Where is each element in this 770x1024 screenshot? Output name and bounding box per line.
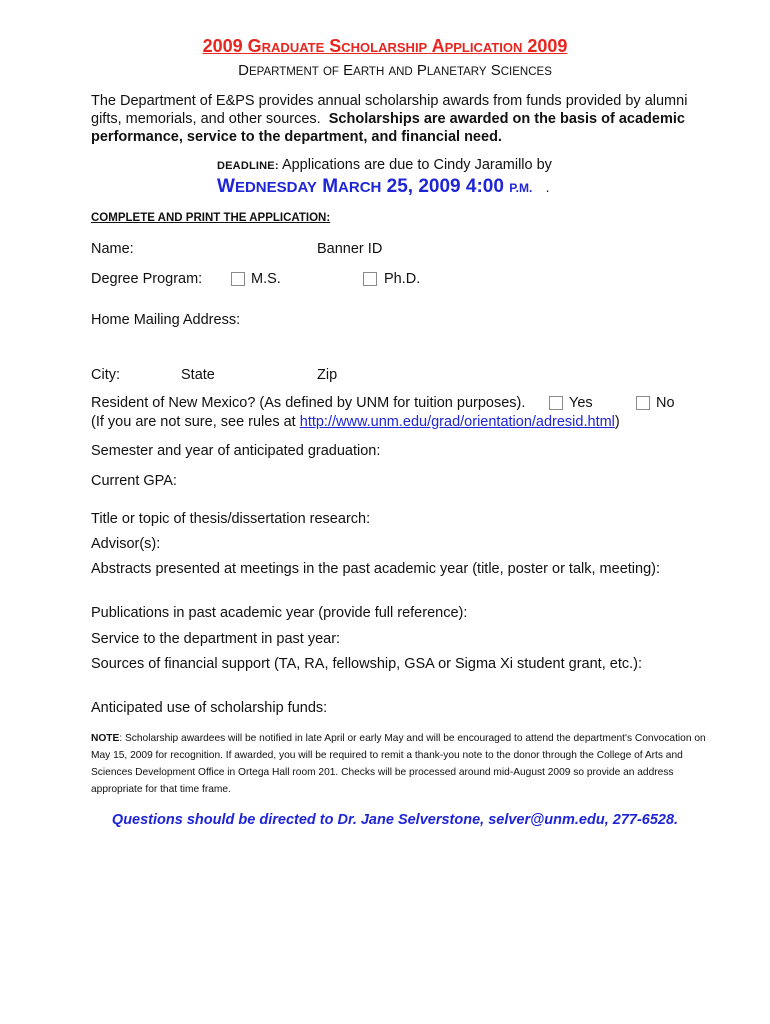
publications-label: Publications in past academic year (provide full reference): xyxy=(91,605,468,621)
resident-label: Resident of New Mexico? (As defined by UNM for tuition purposes). xyxy=(91,395,526,411)
banner-id-label: Banner ID xyxy=(317,241,383,257)
resident-yes-checkbox[interactable] xyxy=(549,396,563,410)
dept-word: PLANETARY xyxy=(416,62,487,79)
ms-label: M.S. xyxy=(251,271,281,287)
note-text: : Scholarship awardees will be notified in late April or early May and will be encouraged to attend the department's Convocation on May 15, 2009 for recognition. If awarded, you will be required to remit a thank-you note to the donor through the College of Arts and Sciences Development Office in Ortega Hall room 201. Checks will be processed around mid-August 2009 so provide an address appropriate for that time frame. xyxy=(91,733,706,795)
deadline-text: Applications are due to Cindy Jaramillo by xyxy=(281,157,552,173)
note-label: NOTE xyxy=(91,733,120,744)
deadline-label: DEADLINE: xyxy=(217,160,279,172)
gpa-label: Current GPA: xyxy=(91,473,177,489)
phd-checkbox[interactable] xyxy=(363,272,377,286)
title-year-right: 2009 xyxy=(527,36,568,56)
deadline-pm: P.M. xyxy=(509,181,533,195)
department-name xyxy=(0,62,770,79)
service-label: Service to the department in past year: xyxy=(91,631,341,647)
title-word: SCHOLARSHIP xyxy=(329,36,428,56)
dept-word: OF xyxy=(322,66,339,78)
intro-bold-text: Scholarships are awarded on the basis of academic performance, service to the department, and financial need. xyxy=(91,111,685,145)
deadline-weekday: WEDNESDAY xyxy=(217,176,317,197)
title-word: GRADUATE xyxy=(247,36,325,56)
resident-no-checkbox[interactable] xyxy=(636,396,650,410)
residency-rules-link[interactable]: http://www.unm.edu/grad/orientation/adresid.html xyxy=(299,414,615,430)
dept-word: SCIENCES xyxy=(490,62,552,79)
resident-yes-label: Yes xyxy=(569,395,593,411)
resident-help-suffix: ) xyxy=(614,414,620,430)
dept-word: EARTH xyxy=(343,62,385,79)
name-label: Name: xyxy=(91,241,134,257)
zip-label: Zip xyxy=(317,367,338,383)
degree-program-label: Degree Program: xyxy=(91,271,203,287)
thesis-label: Title or topic of thesis/dissertation research: xyxy=(91,511,371,527)
financial-support-label: Sources of financial support (TA, RA, fellowship, GSA or Sigma Xi student grant, etc.): xyxy=(91,656,642,672)
note-paragraph xyxy=(91,730,706,798)
home-address-label: Home Mailing Address: xyxy=(91,312,241,328)
deadline-trailing: . xyxy=(545,179,550,195)
contact-line: Questions should be directed to Dr. Jane Selverstone, selver@unm.edu, 277-6528. xyxy=(111,812,679,828)
deadline-line xyxy=(217,157,552,173)
deadline-day-time: 25, 2009 4:00 xyxy=(386,176,504,197)
scholarship-funds-label: Anticipated use of scholarship funds: xyxy=(91,700,328,716)
abstracts-label: Abstracts presented at meetings in the past academic year (title, poster or talk, meeting): xyxy=(91,561,660,577)
dept-word: AND xyxy=(388,66,413,78)
intro-text: The Department of E&PS provides annual scholarship awards from funds provided by alumni gifts, memorials, and other sources. xyxy=(91,93,688,127)
graduation-label: Semester and year of anticipated graduation: xyxy=(91,443,381,459)
state-label: State xyxy=(181,367,215,383)
resident-help xyxy=(91,414,620,430)
intro-paragraph xyxy=(91,92,711,146)
advisor-label: Advisor(s): xyxy=(91,536,161,552)
city-label: City: xyxy=(91,367,120,383)
ms-checkbox[interactable] xyxy=(231,272,245,286)
instruction-heading: COMPLETE AND PRINT THE APPLICATION: xyxy=(91,212,331,224)
resident-no-label: No xyxy=(656,395,675,411)
phd-label: Ph.D. xyxy=(384,271,421,287)
dept-word: DEPARTMENT xyxy=(238,62,319,79)
resident-help-prefix: (If you are not sure, see rules at xyxy=(91,414,300,430)
title-year-left: 2009 xyxy=(202,36,243,56)
deadline-date xyxy=(217,176,550,198)
deadline-month: MARCH xyxy=(322,176,382,197)
page-title xyxy=(0,36,770,57)
title-word: APPLICATION xyxy=(431,36,523,56)
